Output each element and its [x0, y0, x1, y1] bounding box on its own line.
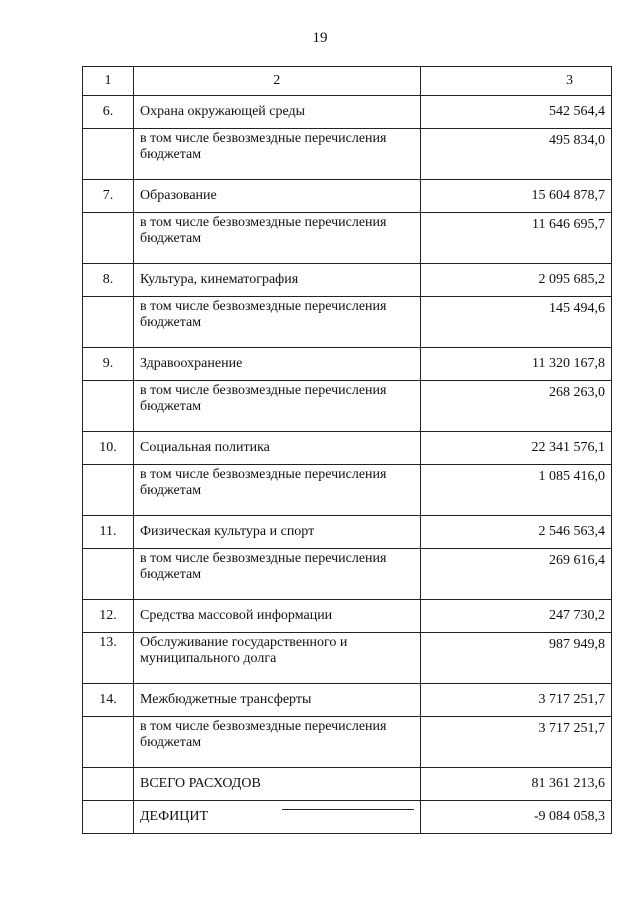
footer-rule [282, 809, 414, 810]
subrow-label: в том числе безвозмездные перечисления бюджетам [134, 717, 421, 768]
table-subrow [83, 717, 612, 768]
header-col-1: 1 [83, 67, 134, 96]
subrow-value: 11 646 695,7 [420, 213, 611, 264]
table-row [83, 600, 612, 633]
row-number: 12. [83, 600, 134, 633]
row-label: Физическая культура и спорт [134, 516, 421, 549]
row-label: Культура, кинематография [134, 264, 421, 297]
row-number: 11. [83, 516, 134, 549]
row-label: Охрана окружающей среды [134, 96, 421, 129]
row-value: 3 717 251,7 [420, 684, 611, 717]
subrow-label: в том числе безвозмездные перечисления бюджетам [134, 465, 421, 516]
subrow-value: 269 616,4 [420, 549, 611, 600]
subrow-label: в том числе безвозмездные перечисления бюджетам [134, 297, 421, 348]
table-subrow [83, 465, 612, 516]
expenditure-table [82, 66, 612, 834]
row-label: Социальная политика [134, 432, 421, 465]
table-row [83, 633, 612, 684]
row-value: 2 095 685,2 [420, 264, 611, 297]
header-col-3: 3 [420, 67, 611, 96]
subrow-label: в том числе безвозмездные перечисления бюджетам [134, 129, 421, 180]
total-value: 81 361 213,6 [420, 768, 611, 801]
row-value: 2 546 563,4 [420, 516, 611, 549]
row-value: 987 949,8 [420, 633, 611, 684]
subrow-value: 145 494,6 [420, 297, 611, 348]
row-number: 9. [83, 348, 134, 381]
row-value: 11 320 167,8 [420, 348, 611, 381]
row-value: 247 730,2 [420, 600, 611, 633]
row-number-empty [83, 768, 134, 801]
subrow-value: 1 085 416,0 [420, 465, 611, 516]
header-col-2: 2 [134, 67, 421, 96]
row-number-empty [83, 801, 134, 834]
row-number-empty [83, 129, 134, 180]
table-subrow [83, 549, 612, 600]
row-number-empty [83, 465, 134, 516]
row-label: Обслуживание государственного и муниципального долга [134, 633, 421, 684]
deficit-row [83, 801, 612, 834]
table-row [83, 684, 612, 717]
subrow-label: в том числе безвозмездные перечисления бюджетам [134, 381, 421, 432]
table-row [83, 348, 612, 381]
row-number: 7. [83, 180, 134, 213]
row-value: 22 341 576,1 [420, 432, 611, 465]
subrow-value: 268 263,0 [420, 381, 611, 432]
row-number: 6. [83, 96, 134, 129]
table-row [83, 180, 612, 213]
table-row [83, 264, 612, 297]
table-row [83, 516, 612, 549]
row-number-empty [83, 381, 134, 432]
table-header-row [83, 67, 612, 96]
row-value: 542 564,4 [420, 96, 611, 129]
subrow-value: 3 717 251,7 [420, 717, 611, 768]
row-number: 13. [83, 633, 134, 684]
row-label: Средства массовой информации [134, 600, 421, 633]
row-number-empty [83, 297, 134, 348]
row-number: 10. [83, 432, 134, 465]
table-row [83, 96, 612, 129]
table-row [83, 432, 612, 465]
subrow-value: 495 834,0 [420, 129, 611, 180]
table-subrow [83, 381, 612, 432]
page-number: 19 [312, 30, 328, 46]
subrow-label: в том числе безвозмездные перечисления бюджетам [134, 213, 421, 264]
row-number-empty [83, 213, 134, 264]
row-number: 8. [83, 264, 134, 297]
row-value: 15 604 878,7 [420, 180, 611, 213]
total-row [83, 768, 612, 801]
row-number: 14. [83, 684, 134, 717]
deficit-value: -9 084 058,3 [420, 801, 611, 834]
row-number-empty [83, 549, 134, 600]
row-number-empty [83, 717, 134, 768]
row-label: Образование [134, 180, 421, 213]
table-subrow [83, 297, 612, 348]
table-subrow [83, 129, 612, 180]
table-subrow [83, 213, 612, 264]
row-label: Межбюджетные трансферты [134, 684, 421, 717]
total-label: ВСЕГО РАСХОДОВ [134, 768, 421, 801]
subrow-label: в том числе безвозмездные перечисления бюджетам [134, 549, 421, 600]
row-label: Здравоохранение [134, 348, 421, 381]
deficit-label: ДЕФИЦИТ [134, 801, 421, 834]
